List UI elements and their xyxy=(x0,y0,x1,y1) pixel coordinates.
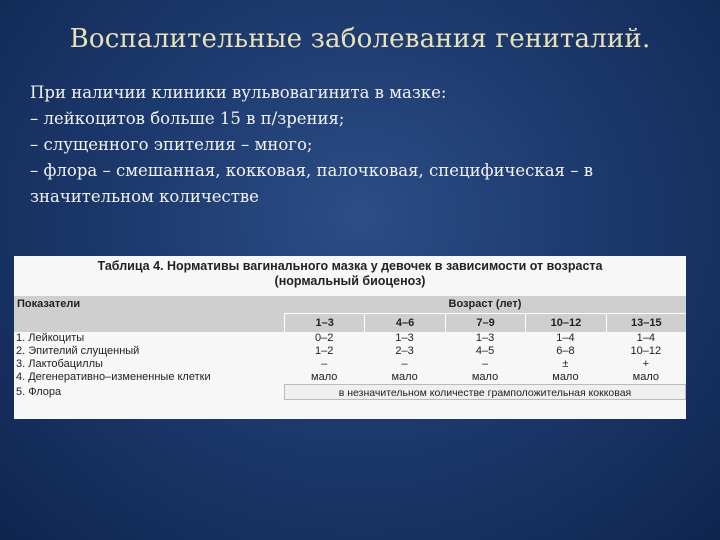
table-caption xyxy=(14,256,686,289)
norms-table xyxy=(14,296,686,400)
row-label: 4. Дегенеративно–измененные клетки xyxy=(16,371,211,383)
norms-table-image xyxy=(14,256,686,419)
table-row-flora xyxy=(14,384,686,400)
table-cell: мало xyxy=(391,371,418,383)
table-cell: 2–3 xyxy=(395,345,414,357)
flora-cell: в незначительном количестве грамположительная кокковая xyxy=(284,384,686,400)
table-header xyxy=(14,296,686,332)
table-cell: мало xyxy=(471,371,499,383)
table-cell: ± xyxy=(562,358,569,370)
table-cell: 1–4 xyxy=(556,332,575,344)
body-line: – флора – смешанная, кокковая, палочковая, специфическая – в значительном количестве xyxy=(30,161,593,206)
body-line: При наличии клиники вульвовагинита в мазке: xyxy=(30,83,447,102)
table-cell: – xyxy=(481,358,489,370)
table-caption-line: Таблица 4. Нормативы вагинального мазка у девочек в зависимости от возраста xyxy=(97,259,603,273)
table-cell: мало xyxy=(311,371,338,383)
table-cell: 1–2 xyxy=(315,345,334,357)
age-column-header: 1–3 xyxy=(284,314,364,332)
table-cell: – xyxy=(401,358,408,370)
age-column-header: 7–9 xyxy=(445,314,525,332)
age-column-header: 4–6 xyxy=(364,314,444,332)
table-row xyxy=(14,358,686,371)
body-text xyxy=(30,80,690,210)
row-label: 5. Флора xyxy=(16,386,62,398)
table-row xyxy=(14,345,686,358)
table-cell: 1–4 xyxy=(636,332,655,344)
table-cell: 0–2 xyxy=(315,332,334,344)
table-cell: 4–5 xyxy=(475,345,495,357)
table-cell: мало xyxy=(552,371,579,383)
body-line: – лейкоцитов больше 15 в п/зрения; xyxy=(30,109,345,128)
table-cell: + xyxy=(642,358,650,370)
age-column-header: 10–12 xyxy=(525,314,605,332)
row-label: 1. Лейкоциты xyxy=(16,332,85,344)
row-label: 3. Лактобациллы xyxy=(16,358,103,370)
row-label: 2. Эпителий слущенный xyxy=(16,345,140,357)
table-row xyxy=(14,371,686,384)
table-cell: 1–3 xyxy=(475,332,495,344)
age-column-header: 13–15 xyxy=(606,314,686,332)
table-caption-line: (нормальный биоценоз) xyxy=(274,274,426,288)
table-cell: 6–8 xyxy=(556,345,575,357)
table-row xyxy=(14,332,686,345)
column-header-indicators: Показатели xyxy=(17,298,81,310)
table-cell: 1–3 xyxy=(395,332,414,344)
slide-title: Воспалительные заболевания гениталий. xyxy=(69,24,651,54)
table-cell: – xyxy=(321,358,328,370)
column-header-age: Возраст (лет) xyxy=(284,296,686,314)
age-columns xyxy=(284,314,686,332)
table-cell: 10–12 xyxy=(630,345,662,357)
table-cell: мало xyxy=(632,371,659,383)
body-line: – слущенного эпителия – много; xyxy=(30,135,313,154)
